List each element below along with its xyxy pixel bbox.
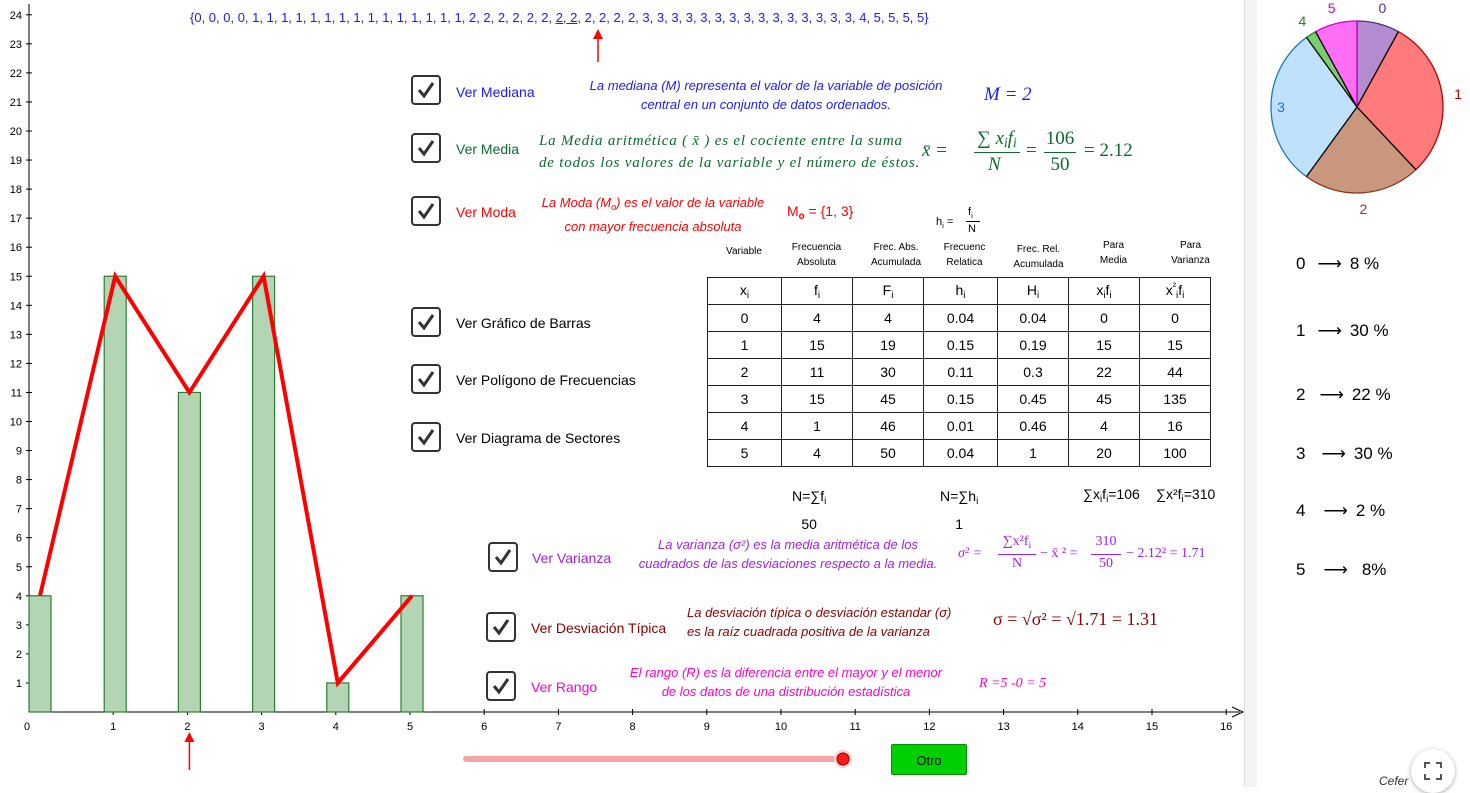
percentage-row-1: 1 ⟶ 30 %	[1296, 321, 1389, 340]
median-arrow-dataset-head	[593, 29, 603, 39]
rango-description: El rango (R) es la diferencia entre el mayor y el menor de los datos de una distribución estadística	[629, 665, 943, 699]
y-tick-label: 15	[9, 271, 22, 284]
moda-formula: $M_o = \{1$, 3}	[787, 203, 854, 222]
y-tick-label: 24	[9, 9, 22, 22]
y-tick-label: 4	[15, 590, 22, 603]
x-tick-label: 2	[184, 721, 191, 733]
varianza-description: La varianza (σ²) es la media aritmética de los cuadrados de las desviaciones respecto a la media.	[638, 537, 938, 571]
desviacion-checkbox[interactable]	[486, 612, 516, 642]
mediana-formula: M = 2	[984, 84, 1032, 105]
rango-label[interactable]: Ver Rango	[531, 679, 598, 695]
bar-5	[401, 596, 423, 712]
rango-checkbox[interactable]	[486, 671, 516, 701]
y-tick-label: 16	[9, 242, 22, 255]
bar-1	[104, 276, 126, 712]
x-tick-label: 14	[1071, 721, 1084, 733]
x-tick-label: 8	[629, 721, 636, 733]
x-tick-label: 0	[23, 721, 31, 733]
y-tick-label: 7	[15, 503, 22, 516]
x-tick-label: 11	[849, 721, 861, 733]
y-tick-label: 8	[15, 474, 22, 487]
percentage-row-5: 5 ⟶ 8%	[1296, 560, 1387, 579]
pie-label-1: 1	[1454, 86, 1463, 103]
mediana-label[interactable]: Ver Mediana	[456, 84, 535, 100]
table-row: 1 15 19 0.15 0.19 15 15	[708, 332, 1211, 359]
percentage-row-0: 0 ⟶ 8 %	[1296, 254, 1380, 273]
sectores-checkbox[interactable]	[411, 422, 441, 452]
y-tick-label: 5	[15, 561, 22, 574]
symbol-x2fi: $x^{^2}_if_i$	[1140, 278, 1211, 305]
y-tick-label: 23	[9, 38, 22, 51]
y-tick-label: 1	[15, 677, 22, 690]
x-tick-label: 13	[997, 721, 1010, 733]
symbol-Hi: $H_i$	[998, 278, 1069, 305]
y-tick-label: 9	[15, 445, 22, 458]
desviacion-label[interactable]: Ver Desviación Típica	[531, 620, 667, 636]
pie-label-3: 3	[1277, 99, 1285, 115]
y-tick-label: 10	[9, 416, 22, 429]
bar-0	[29, 596, 51, 712]
table-header-frec-rel-acum: Frec. Rel. Acumulada	[1013, 244, 1064, 270]
y-tick-label: 18	[9, 184, 22, 197]
x-tick-label: 1	[110, 721, 117, 733]
table-row: 5 4 50 0.04 1 20 100	[708, 440, 1211, 467]
x-tick-label: 7	[555, 721, 562, 733]
table-row: 0 4 4 0.04 0.04 0 0	[708, 305, 1211, 332]
bar-3	[253, 276, 275, 712]
y-tick-label: 14	[9, 300, 22, 313]
pie-label-5: 5	[1327, 0, 1336, 17]
x-tick-label: 6	[481, 721, 488, 733]
symbol-fi: $f_i$	[782, 278, 853, 305]
media-label[interactable]: Ver Media	[456, 141, 520, 157]
table-header-variable: Variable	[726, 246, 762, 257]
y-tick-label: 19	[9, 155, 22, 168]
varianza-label[interactable]: Ver Varianza	[532, 550, 612, 566]
table-row: 4 1 46 0.01 0.46 4 16	[708, 413, 1211, 440]
percentage-row-2: 2 ⟶ 22 %	[1296, 385, 1391, 404]
table-row: 2 11 30 0.11 0.3 22 44	[708, 359, 1211, 386]
symbol-Fi: $F_i$	[853, 278, 924, 305]
symbol-xifi: $x_if_i$	[1069, 278, 1140, 305]
footer-N-sum-h: $N=\sum h_i$ 1	[940, 488, 979, 532]
median-arrow-x-head	[184, 732, 194, 742]
table-header-frec-rel: Frecuenc Relatica	[943, 242, 986, 268]
table-header-media: Para Media	[1099, 240, 1128, 266]
fullscreen-icon	[1423, 761, 1443, 781]
desviacion-description: La desviación típica o desviación estandar (σ) es la raíz cuadrada positiva de la varianza	[687, 605, 952, 639]
desviacion-formula: σ = √σ² = √1.71 = 1.31	[993, 609, 1159, 629]
y-tick-label: 3	[15, 619, 22, 632]
otro-button[interactable]: Otro	[891, 744, 967, 775]
table-header-varianza: Para Varianza	[1171, 240, 1210, 266]
moda-checkbox[interactable]	[411, 196, 441, 226]
table-row: 3 15 45 0.15 0.45 45 135	[708, 386, 1211, 413]
y-tick-label: 2	[15, 648, 22, 661]
varianza-checkbox[interactable]	[488, 542, 518, 572]
x-tick-label: 12	[923, 721, 936, 733]
pie-label-0: 0	[1378, 0, 1387, 17]
dataset-text: {0, 0, 0, 0, 1, 1, 1, 1, 1, 1, 1, 1, 1, 1, 1, 1, 1, 1, 1, 2, 2, 2, 2, 2, 2, 2, 2, 2, 2, 2, 2, 3, 3, 3, 3, 3, 3, 3, 3, 3, 3, 3, 3, 3, 3, 3, 4, 5, 5, 5, 5}	[190, 10, 929, 25]
media-checkbox[interactable]	[411, 133, 441, 163]
author-text: Cefer	[1379, 774, 1409, 788]
x-tick-label: 5	[406, 721, 414, 733]
frequency-table	[707, 277, 1211, 467]
x-tick-label: 10	[774, 721, 788, 733]
symbol-xi: $x_i$	[708, 278, 782, 305]
y-tick-label: 17	[9, 213, 22, 226]
hi-formula: $h_i$ = $f_i$ N	[936, 206, 984, 240]
barras-label[interactable]: Ver Gráfico de Barras	[456, 315, 591, 331]
bar-4	[327, 683, 349, 712]
footer-N-sum-f: $N=\sum f_i$ 50	[792, 488, 827, 532]
y-tick-label: 22	[9, 67, 22, 80]
x-tick-label: 16	[1220, 721, 1233, 733]
percentage-row-4: 4 ⟶ 2 %	[1296, 501, 1386, 520]
mediana-checkbox[interactable]	[411, 75, 441, 105]
moda-description: La Moda $(M_o)$ es el valor de la variable con mayor frecuencia absoluta	[541, 195, 765, 234]
media-description: La Media aritmética ( x̄ ) es el cociente entre la suma de todos los valores de la variable y el número de éstos.	[539, 133, 921, 171]
fullscreen-button[interactable]	[1411, 749, 1455, 793]
median-highlight: 2, 2	[555, 10, 578, 25]
frequency-polygon	[40, 276, 412, 683]
percentage-row-3: 3 ⟶ 30 %	[1296, 444, 1393, 463]
table-header-frec-abs: Frecuencia Absoluta	[791, 242, 842, 268]
pie-label-2: 2	[1359, 200, 1368, 217]
slider-knob[interactable]	[837, 753, 849, 765]
table-symbol-row	[708, 278, 1211, 305]
moda-label[interactable]: Ver Moda	[456, 204, 516, 220]
y-tick-label: 12	[9, 358, 22, 371]
x-tick-label: 4	[332, 721, 339, 733]
y-tick-label: 20	[9, 126, 22, 138]
y-tick-label: 6	[15, 532, 22, 545]
pie-label-4: 4	[1298, 12, 1307, 29]
x-tick-label: 9	[703, 721, 710, 733]
x-tick-label: 3	[258, 721, 265, 733]
poligono-label[interactable]: Ver Polígono de Frecuencias	[456, 372, 636, 388]
barras-checkbox[interactable]	[411, 307, 441, 337]
y-tick-label: 11	[10, 387, 22, 400]
bar-2	[178, 392, 200, 712]
symbol-hi: $h_i$	[924, 278, 998, 305]
footer-sum-x2f: $\sum x^2f_i=310$	[1156, 486, 1216, 505]
x-tick-label: 15	[1145, 721, 1159, 733]
mediana-description: La mediana (M) representa el valor de la variable de posición central en un conjunto de datos ordenados.	[589, 78, 943, 112]
footer-sum-xf: $\sum x_if_i=106$	[1083, 486, 1140, 505]
y-tick-label: 21	[9, 96, 22, 109]
poligono-checkbox[interactable]	[411, 364, 441, 394]
rango-formula: R =5 -0 = 5	[979, 676, 1047, 691]
sectores-label[interactable]: Ver Diagrama de Sectores	[456, 430, 621, 446]
table-header-frec-abs-acum: Frec. Abs. Acumulada	[870, 242, 922, 268]
y-tick-label: 13	[9, 329, 22, 342]
